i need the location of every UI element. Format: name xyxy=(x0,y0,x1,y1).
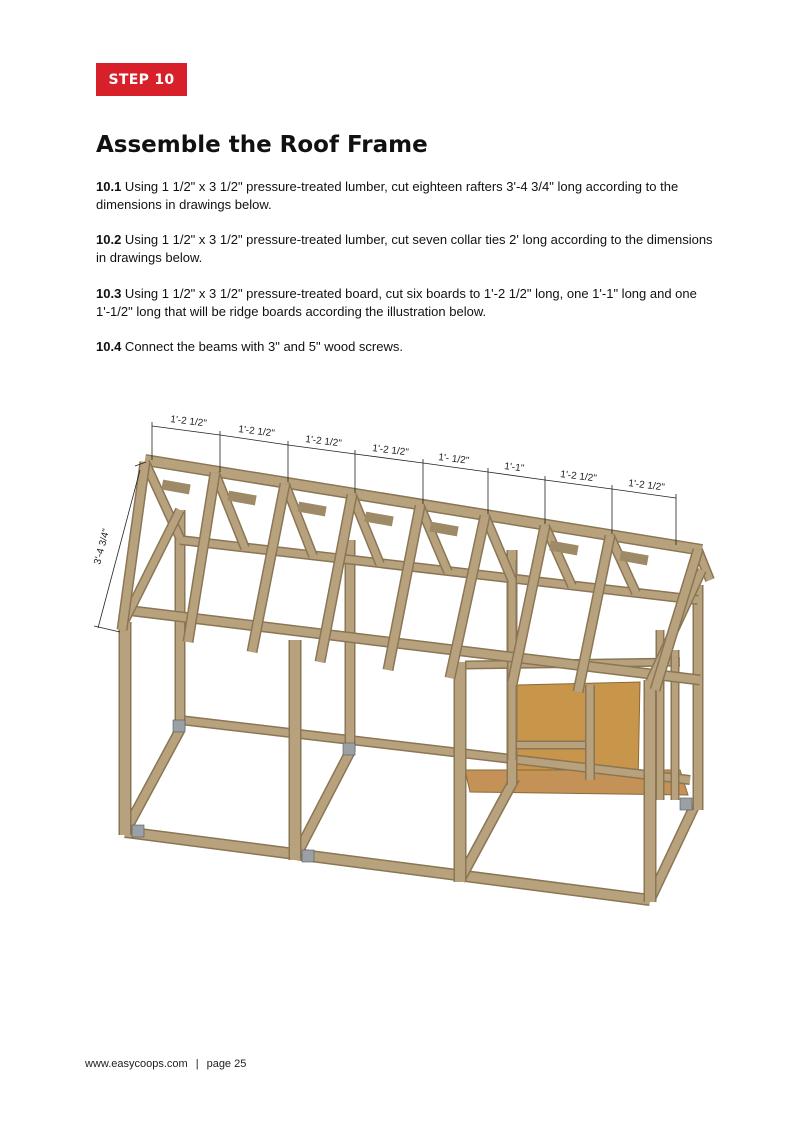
instruction-number: 10.4 xyxy=(96,339,122,354)
step-badge: STEP 10 xyxy=(96,63,187,96)
roof-frame-illustration xyxy=(80,400,720,930)
instruction-10-1 xyxy=(96,178,716,214)
instruction-10-4 xyxy=(96,338,716,356)
footer-page-number: page 25 xyxy=(206,1058,247,1070)
ridge-dim-2: 1'-2 1/2" xyxy=(237,424,276,440)
ridge-dim-6: 1'-1" xyxy=(503,461,525,475)
instruction-text: Connect the beams with 3" and 5" wood screws. xyxy=(121,339,403,354)
instruction-text: Using 1 1/2" x 3 1/2" pressure-treated lumber, cut eighteen rafters 3'-4 3/4" long according to the dimensions in drawings below. xyxy=(96,179,679,212)
instruction-number: 10.2 xyxy=(96,232,122,247)
footer-separator: | xyxy=(195,1058,199,1070)
instruction-number: 10.1 xyxy=(96,179,122,194)
instruction-text: Using 1 1/2" x 3 1/2" pressure-treated board, cut six boards to 1'-2 1/2" long, one 1'-1" long and one 1'-1/2" long that will be ridge boards according the illustration below. xyxy=(96,286,697,319)
instruction-10-3 xyxy=(96,285,716,321)
ridge-dim-7: 1'-2 1/2" xyxy=(559,469,598,485)
ridge-dim-5: 1'- 1/2" xyxy=(437,452,470,467)
instruction-text: Using 1 1/2" x 3 1/2" pressure-treated lumber, cut seven collar ties 2' long according to the dimensions in drawings below. xyxy=(96,232,713,265)
instruction-number: 10.3 xyxy=(96,286,122,301)
rafter-dim: 3'-4 3/4" xyxy=(92,527,113,566)
ridge-dim-4: 1'-2 1/2" xyxy=(371,443,410,459)
ridge-dim-8: 1'-2 1/2" xyxy=(627,478,666,494)
instruction-10-2 xyxy=(96,231,716,267)
footer-site: www.easycoops.com xyxy=(85,1058,188,1070)
ridge-dim-1: 1'-2 1/2" xyxy=(169,414,208,430)
ridge-dim-3: 1'-2 1/2" xyxy=(304,434,343,450)
page-footer xyxy=(85,1058,246,1070)
page-title: Assemble the Roof Frame xyxy=(96,132,428,158)
